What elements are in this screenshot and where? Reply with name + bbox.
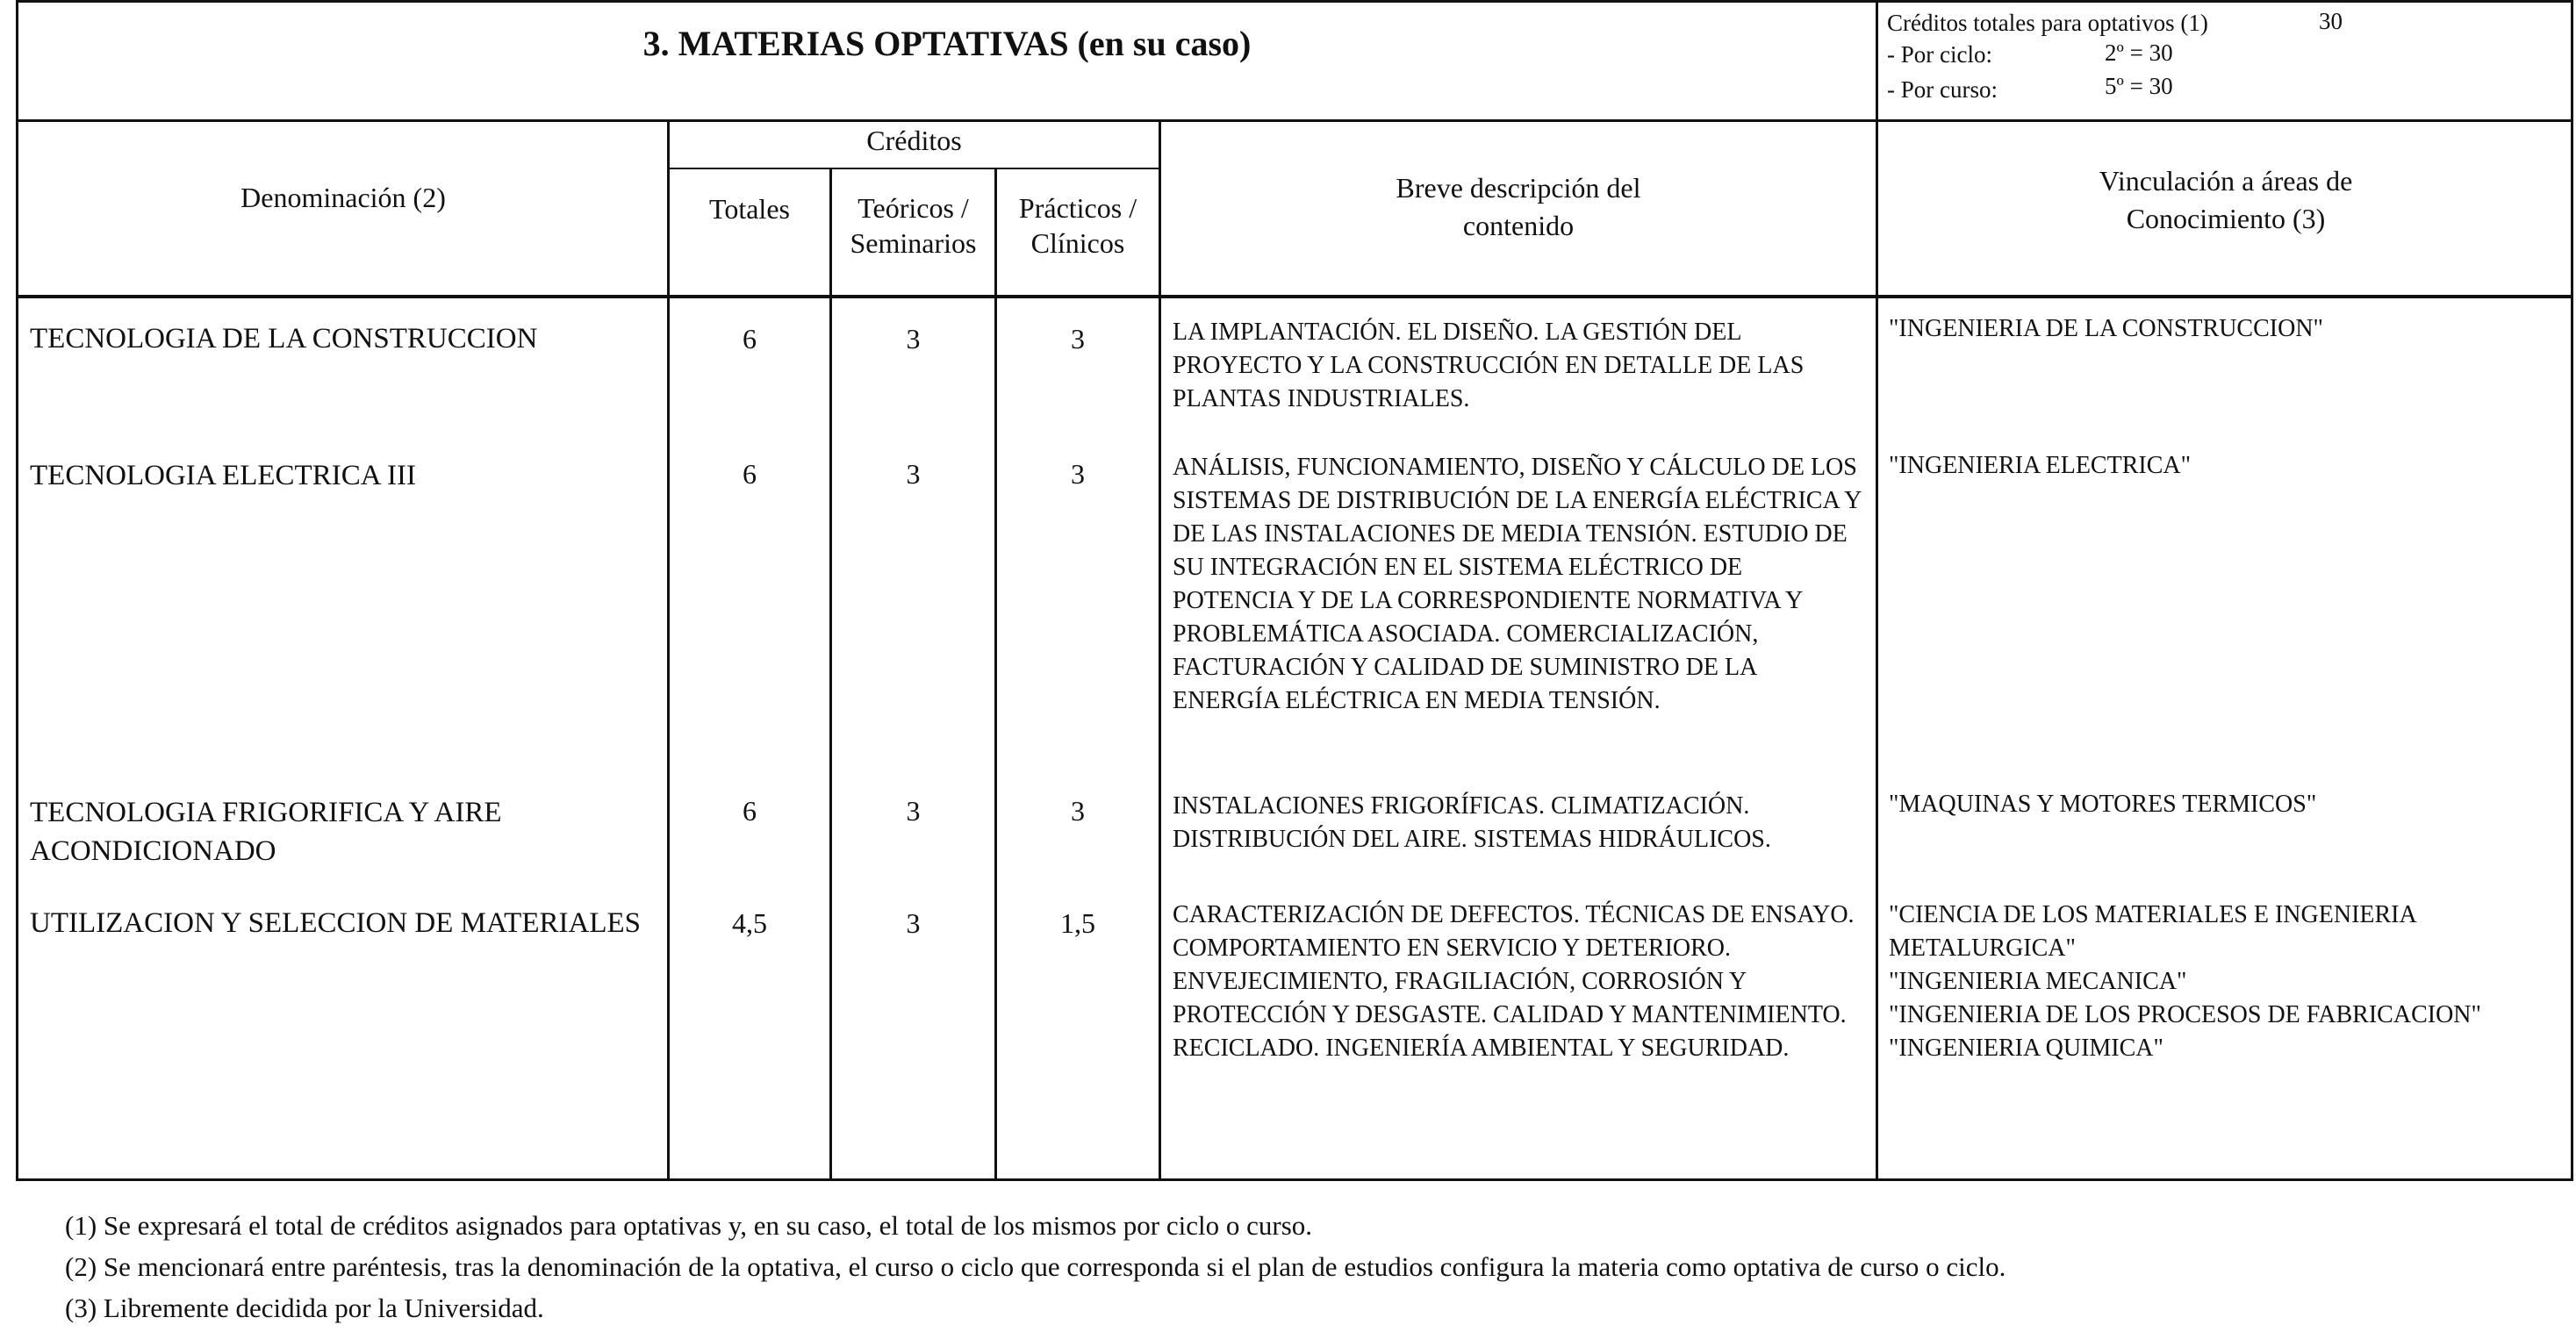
col-line-1	[667, 119, 670, 1181]
table-row-3-name: TECNOLOGIA FRIGORIFICA Y AIRE ACONDICIONADO	[30, 797, 502, 867]
credit-course-value: 5º = 30	[2105, 73, 2173, 99]
table-row-2-teoricos: 3	[906, 458, 921, 490]
table-row-1-description: LA IMPLANTACIÓN. EL DISEÑO. LA GESTIÓN DEL PROYECTO Y LA CONSTRUCCIÓN EN DETALLE DE LAS PLANTAS INDUSTRIALES.	[1173, 319, 1805, 412]
table-row-4-practicos: 1,5	[1060, 907, 1095, 939]
table-row-1-teoricos: 3	[906, 323, 921, 354]
table-row-3-areas: "MAQUINAS Y MOTORES TERMICOS"	[1889, 791, 2317, 818]
table-row-1-totales: 6	[743, 323, 757, 354]
table-row-4-area-1: "CIENCIA DE LOS MATERIALES E INGENIERIA METALURGICA"	[1889, 901, 2416, 962]
footnote-2: (2) Se mencionará entre paréntesis, tras la denominación de la optativa, el curso o ciclo que corresponda si el plan de estudios configura la materia como optativa de curso o ciclo.	[65, 1251, 2006, 1282]
table-row-4-area-2: "INGENIERIA MECANICA"	[1889, 968, 2187, 995]
table-row-2-areas: "INGENIERIA ELECTRICA"	[1889, 452, 2192, 479]
creditos-divider	[667, 168, 1161, 169]
table-row-2-name: TECNOLOGIA ELECTRICA III	[30, 460, 416, 491]
table-row-4-name: UTILIZACION Y SELECCION DE MATERIALES	[30, 907, 641, 939]
table-row-3-practicos: 3	[1071, 795, 1085, 827]
header-totales: Totales	[709, 193, 790, 225]
credit-cycle-label: - Por ciclo:	[1887, 41, 1992, 68]
section-title: 3. MATERIAS OPTATIVAS (en su caso)	[642, 24, 1252, 63]
credit-course-label: - Por curso:	[1887, 76, 1998, 103]
summary-divider	[1876, 0, 1878, 119]
header-vinculacion-1: Vinculación a áreas de	[2099, 165, 2353, 197]
header-denominacion: Denominación (2)	[240, 182, 446, 213]
table-row-4-area-4: "INGENIERIA QUIMICA"	[1889, 1035, 2163, 1062]
header-teoricos-2: Seminarios	[850, 227, 977, 259]
header-teoricos-1: Teóricos /	[857, 192, 969, 224]
table-row-2-practicos: 3	[1071, 458, 1085, 490]
table-row-2-description: ANÁLISIS, FUNCIONAMIENTO, DISEÑO Y CÁLCULO DE LOS SISTEMAS DE DISTRIBUCIÓN DE LA ENERGÍA ELÉCTRICA Y DE LAS INSTALACIONES DE MEDIA TENSIÓN. ESTUDIO DE SU INTEGRACIÓN EN EL SISTEMA ELÉCTRICO DE POTENCIA Y DE LA CORRESPONDIENTE NORMATIVA Y PROBLEMÁTICA ASOCIADA. COMERCIALIZACIÓN, FACTURACIÓN Y CALIDAD DE SUMINISTRO DE LA ENERGÍA ELÉCTRICA EN MEDIA TENSIÓN.	[1173, 454, 1862, 714]
table-row-3-totales: 6	[743, 795, 757, 827]
credit-total-value: 30	[2319, 8, 2343, 34]
table-row-4-totales: 4,5	[732, 907, 767, 939]
col-line-5	[1876, 119, 1878, 1181]
header-descripcion-2: contenido	[1462, 210, 1575, 241]
table-row-1-practicos: 3	[1071, 323, 1085, 354]
header-descripcion-1: Breve descripción del	[1396, 172, 1641, 204]
table-row-4-teoricos: 3	[906, 907, 921, 939]
col-line-3	[994, 168, 997, 1181]
header-row-divider	[16, 295, 2573, 298]
table-row-4-area-3: "INGENIERIA DE LOS PROCESOS DE FABRICACION"	[1889, 1001, 2481, 1028]
table-row-3-description: INSTALACIONES FRIGORÍFICAS. CLIMATIZACIÓN. DISTRIBUCIÓN DEL AIRE. SISTEMAS HIDRÁULICOS.	[1173, 792, 1771, 853]
header-practicos-2: Clínicos	[1030, 227, 1125, 259]
table-row-1-name: TECNOLOGIA DE LA CONSTRUCCION	[30, 323, 538, 354]
col-line-4	[1159, 119, 1161, 1181]
col-line-2	[829, 168, 832, 1181]
credit-total-label: Créditos totales para optativos (1)	[1887, 10, 2208, 36]
footnote-3: (3) Libremente decidida por la Universidad.	[65, 1293, 544, 1323]
table-row-3-teoricos: 3	[906, 795, 921, 827]
table-row-1-areas: "INGENIERIA DE LA CONSTRUCCION"	[1889, 315, 2323, 342]
table-row-4-description: CARACTERIZACIÓN DE DEFECTOS. TÉCNICAS DE ENSAYO. COMPORTAMIENTO EN SERVICIO Y DETERIORO. ENVEJECIMIENTO, FRAGILIACIÓN, CORROSIÓN Y PROTECCIÓN Y DESGASTE. CALIDAD Y MANTENIMIENTO. RECICLADO. INGENIERÍA AMBIENTAL Y SEGURIDAD.	[1173, 901, 1855, 1062]
header-practicos-1: Prácticos /	[1018, 192, 1137, 224]
footnote-1: (1) Se expresará el total de créditos asignados para optativas y, en su caso, el total de los mismos por ciclo o curso.	[65, 1210, 1313, 1241]
header-creditos: Créditos	[866, 125, 962, 156]
header-vinculacion-2: Conocimiento (3)	[2126, 203, 2326, 234]
table-row-2-totales: 6	[743, 458, 757, 490]
title-row-divider	[16, 119, 2573, 122]
credit-cycle-value: 2º = 30	[2105, 39, 2173, 66]
